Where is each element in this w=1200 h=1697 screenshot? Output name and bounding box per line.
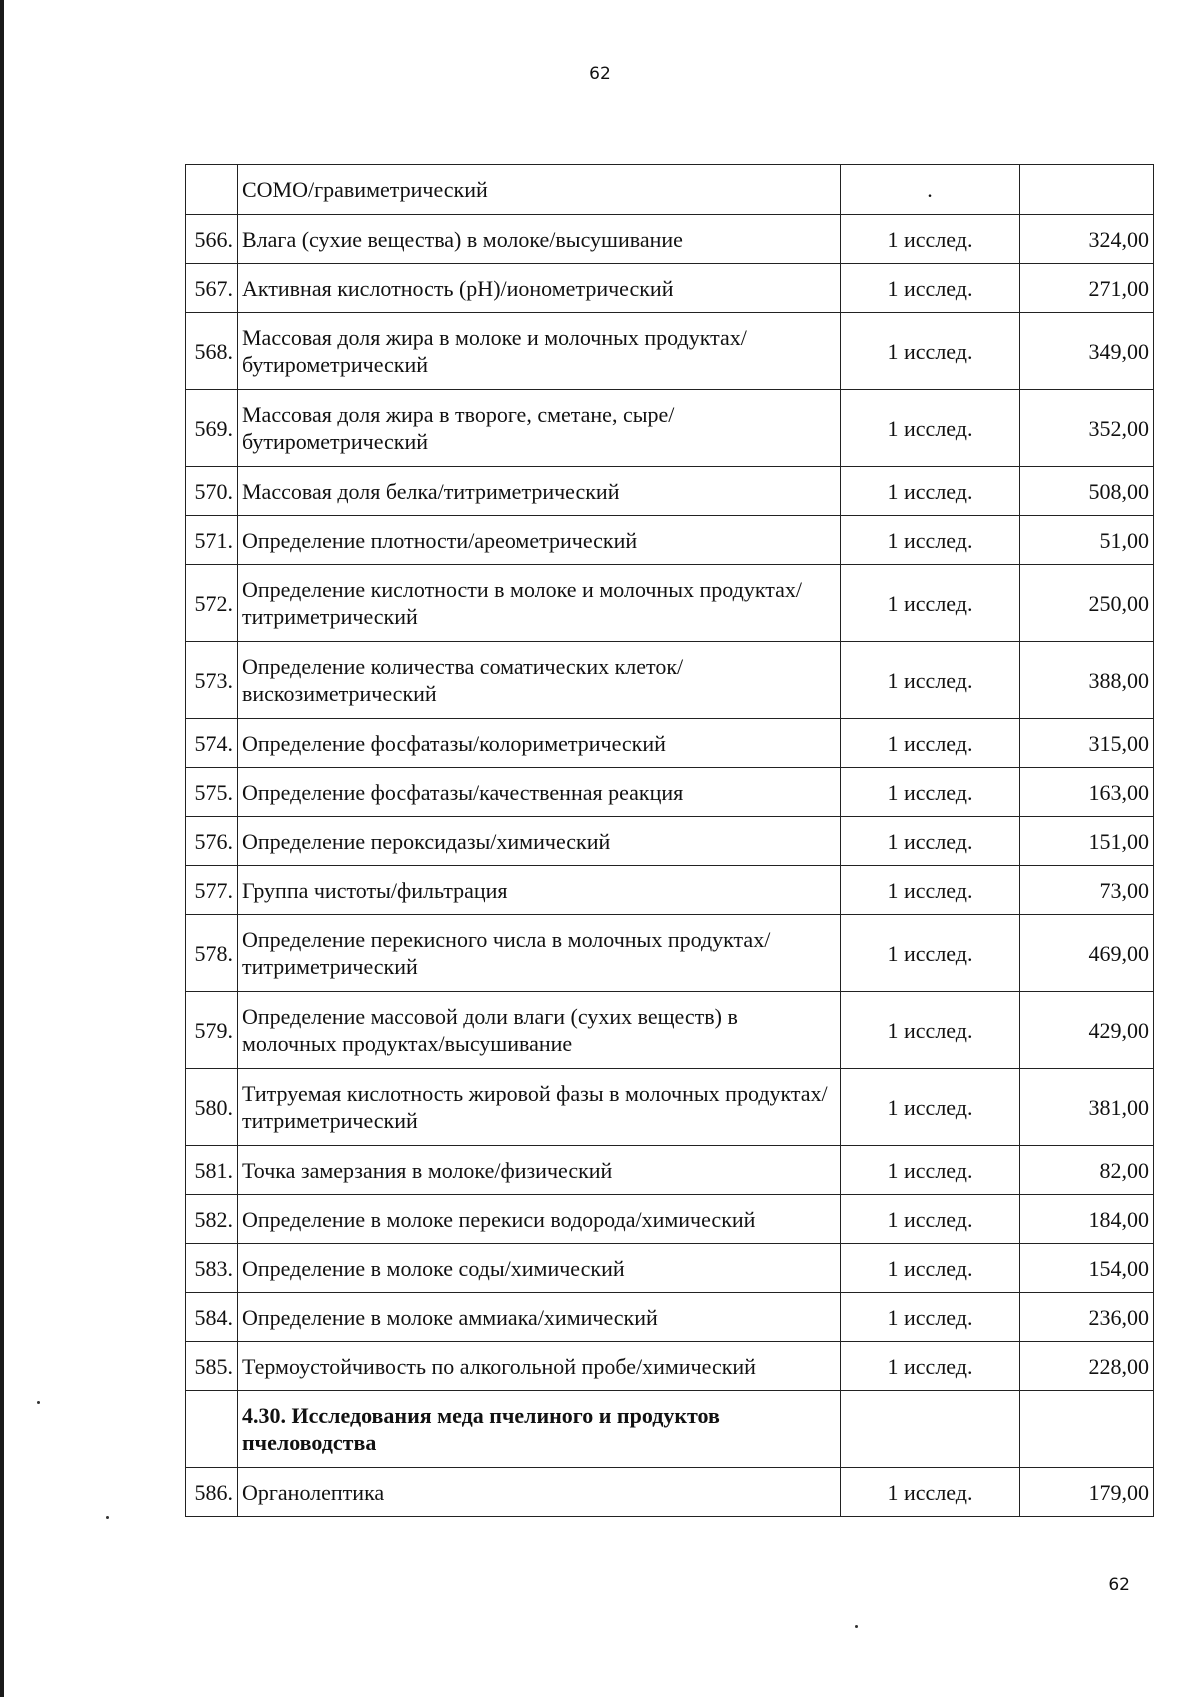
table-row bbox=[186, 642, 1154, 719]
service-name-cell: Точка замерзания в молоке/физический bbox=[238, 1146, 841, 1195]
table-row bbox=[186, 390, 1154, 467]
row-number-cell: 578. bbox=[186, 915, 238, 992]
row-number-cell: 570. bbox=[186, 467, 238, 516]
service-name-cell: Определение фосфатазы/колориметрический bbox=[238, 719, 841, 768]
row-number-cell: 577. bbox=[186, 866, 238, 915]
table-row bbox=[186, 1195, 1154, 1244]
service-name-cell: Термоустойчивость по алкогольной пробе/химический bbox=[238, 1342, 841, 1391]
service-name-cell: Определение в молоке соды/химический bbox=[238, 1244, 841, 1293]
row-number-cell: 583. bbox=[186, 1244, 238, 1293]
service-name-cell: Определение плотности/ареометрический bbox=[238, 516, 841, 565]
table-row bbox=[186, 1342, 1154, 1391]
price-cell bbox=[1020, 1391, 1154, 1468]
row-number-cell: 580. bbox=[186, 1069, 238, 1146]
price-cell: 151,00 bbox=[1020, 817, 1154, 866]
scan-speck bbox=[855, 1625, 858, 1628]
section-title-cell: 4.30. Исследования меда пчелиного и продуктов пчеловодства bbox=[238, 1391, 841, 1468]
service-name-cell: Массовая доля жира в твороге, сметане, сыре/бутирометрический bbox=[238, 390, 841, 467]
price-cell: 228,00 bbox=[1020, 1342, 1154, 1391]
page-number-top: 62 bbox=[589, 64, 611, 84]
price-cell: 429,00 bbox=[1020, 992, 1154, 1069]
unit-cell: 1 исслед. bbox=[841, 1293, 1020, 1342]
service-name-cell: Определение массовой доли влаги (сухих веществ) в молочных продуктах/высушивание bbox=[238, 992, 841, 1069]
table-row bbox=[186, 215, 1154, 264]
service-name-cell: Органолептика bbox=[238, 1468, 841, 1517]
price-cell: 51,00 bbox=[1020, 516, 1154, 565]
service-name-cell: Титруемая кислотность жировой фазы в молочных продуктах/титриметрический bbox=[238, 1069, 841, 1146]
unit-cell bbox=[841, 1391, 1020, 1468]
unit-cell: 1 исслед. bbox=[841, 1342, 1020, 1391]
page-number-bottom: 62 bbox=[1108, 1575, 1130, 1595]
service-name-cell: Определение фосфатазы/качественная реакция bbox=[238, 768, 841, 817]
price-cell: 388,00 bbox=[1020, 642, 1154, 719]
table-row bbox=[186, 1244, 1154, 1293]
table-row bbox=[186, 516, 1154, 565]
unit-cell: 1 исслед. bbox=[841, 642, 1020, 719]
unit-cell: 1 исслед. bbox=[841, 264, 1020, 313]
service-name-cell: Активная кислотность (pH)/ионометрический bbox=[238, 264, 841, 313]
row-number-cell: 575. bbox=[186, 768, 238, 817]
table-row bbox=[186, 467, 1154, 516]
row-number-cell: 586. bbox=[186, 1468, 238, 1517]
unit-cell: 1 исслед. bbox=[841, 1146, 1020, 1195]
service-name-cell: Определение количества соматических клеток/вискозиметрический bbox=[238, 642, 841, 719]
table-row bbox=[186, 165, 1154, 215]
table-row bbox=[186, 866, 1154, 915]
price-cell: 349,00 bbox=[1020, 313, 1154, 390]
price-cell: 508,00 bbox=[1020, 467, 1154, 516]
service-name-cell: Определение перекисного числа в молочных продуктах/титриметрический bbox=[238, 915, 841, 992]
unit-cell: 1 исслед. bbox=[841, 1468, 1020, 1517]
service-name-cell: Влага (сухие вещества) в молоке/высушивание bbox=[238, 215, 841, 264]
price-cell: 82,00 bbox=[1020, 1146, 1154, 1195]
row-number-cell: 567. bbox=[186, 264, 238, 313]
row-number-cell: 582. bbox=[186, 1195, 238, 1244]
service-name-cell: Определение кислотности в молоке и молочных продуктах/титриметрический bbox=[238, 565, 841, 642]
row-number-cell: 573. bbox=[186, 642, 238, 719]
service-name-cell: Определение в молоке перекиси водорода/химический bbox=[238, 1195, 841, 1244]
price-cell: 352,00 bbox=[1020, 390, 1154, 467]
table-row bbox=[186, 992, 1154, 1069]
row-number-cell: 579. bbox=[186, 992, 238, 1069]
table-row bbox=[186, 1293, 1154, 1342]
price-cell: 250,00 bbox=[1020, 565, 1154, 642]
price-cell: 236,00 bbox=[1020, 1293, 1154, 1342]
table-row bbox=[186, 719, 1154, 768]
table-row bbox=[186, 915, 1154, 992]
table-row bbox=[186, 817, 1154, 866]
unit-cell: . bbox=[841, 165, 1020, 215]
service-name-cell: Группа чистоты/фильтрация bbox=[238, 866, 841, 915]
unit-cell: 1 исслед. bbox=[841, 768, 1020, 817]
unit-cell: 1 исслед. bbox=[841, 1069, 1020, 1146]
price-cell: 73,00 bbox=[1020, 866, 1154, 915]
table-row bbox=[186, 1069, 1154, 1146]
table-row bbox=[186, 264, 1154, 313]
service-name-cell: СОМО/гравиметрический bbox=[238, 165, 841, 215]
scan-speck bbox=[37, 1401, 40, 1404]
row-number-cell: 568. bbox=[186, 313, 238, 390]
row-number-cell: 585. bbox=[186, 1342, 238, 1391]
table-row bbox=[186, 1146, 1154, 1195]
unit-cell: 1 исслед. bbox=[841, 1244, 1020, 1293]
unit-cell: 1 исслед. bbox=[841, 866, 1020, 915]
price-cell: 324,00 bbox=[1020, 215, 1154, 264]
row-number-cell bbox=[186, 165, 238, 215]
scan-left-edge bbox=[0, 0, 4, 1697]
unit-cell: 1 исслед. bbox=[841, 467, 1020, 516]
section-row bbox=[186, 1391, 1154, 1468]
row-number-cell: 584. bbox=[186, 1293, 238, 1342]
price-cell: 469,00 bbox=[1020, 915, 1154, 992]
row-number-cell: 581. bbox=[186, 1146, 238, 1195]
row-number-cell bbox=[186, 1391, 238, 1468]
price-cell: 179,00 bbox=[1020, 1468, 1154, 1517]
unit-cell: 1 исслед. bbox=[841, 1195, 1020, 1244]
price-cell: 184,00 bbox=[1020, 1195, 1154, 1244]
price-table-body bbox=[186, 165, 1154, 1517]
row-number-cell: 571. bbox=[186, 516, 238, 565]
price-cell: 315,00 bbox=[1020, 719, 1154, 768]
service-name-cell: Массовая доля жира в молоке и молочных продуктах/бутирометрический bbox=[238, 313, 841, 390]
row-number-cell: 576. bbox=[186, 817, 238, 866]
table-row bbox=[186, 565, 1154, 642]
row-number-cell: 574. bbox=[186, 719, 238, 768]
unit-cell: 1 исслед. bbox=[841, 719, 1020, 768]
price-cell: 271,00 bbox=[1020, 264, 1154, 313]
row-number-cell: 569. bbox=[186, 390, 238, 467]
price-cell: 154,00 bbox=[1020, 1244, 1154, 1293]
service-name-cell: Определение в молоке аммиака/химический bbox=[238, 1293, 841, 1342]
table-row bbox=[186, 768, 1154, 817]
service-name-cell: Определение пероксидазы/химический bbox=[238, 817, 841, 866]
scan-speck bbox=[106, 1516, 109, 1519]
unit-cell: 1 исслед. bbox=[841, 992, 1020, 1069]
unit-cell: 1 исслед. bbox=[841, 390, 1020, 467]
row-number-cell: 572. bbox=[186, 565, 238, 642]
unit-cell: 1 исслед. bbox=[841, 516, 1020, 565]
price-table bbox=[185, 164, 1154, 1517]
unit-cell: 1 исслед. bbox=[841, 215, 1020, 264]
price-cell bbox=[1020, 165, 1154, 215]
unit-cell: 1 исслед. bbox=[841, 565, 1020, 642]
unit-cell: 1 исслед. bbox=[841, 915, 1020, 992]
table-row bbox=[186, 1468, 1154, 1517]
unit-cell: 1 исслед. bbox=[841, 817, 1020, 866]
price-cell: 381,00 bbox=[1020, 1069, 1154, 1146]
price-cell: 163,00 bbox=[1020, 768, 1154, 817]
service-name-cell: Массовая доля белка/титриметрический bbox=[238, 467, 841, 516]
unit-cell: 1 исслед. bbox=[841, 313, 1020, 390]
row-number-cell: 566. bbox=[186, 215, 238, 264]
table-row bbox=[186, 313, 1154, 390]
